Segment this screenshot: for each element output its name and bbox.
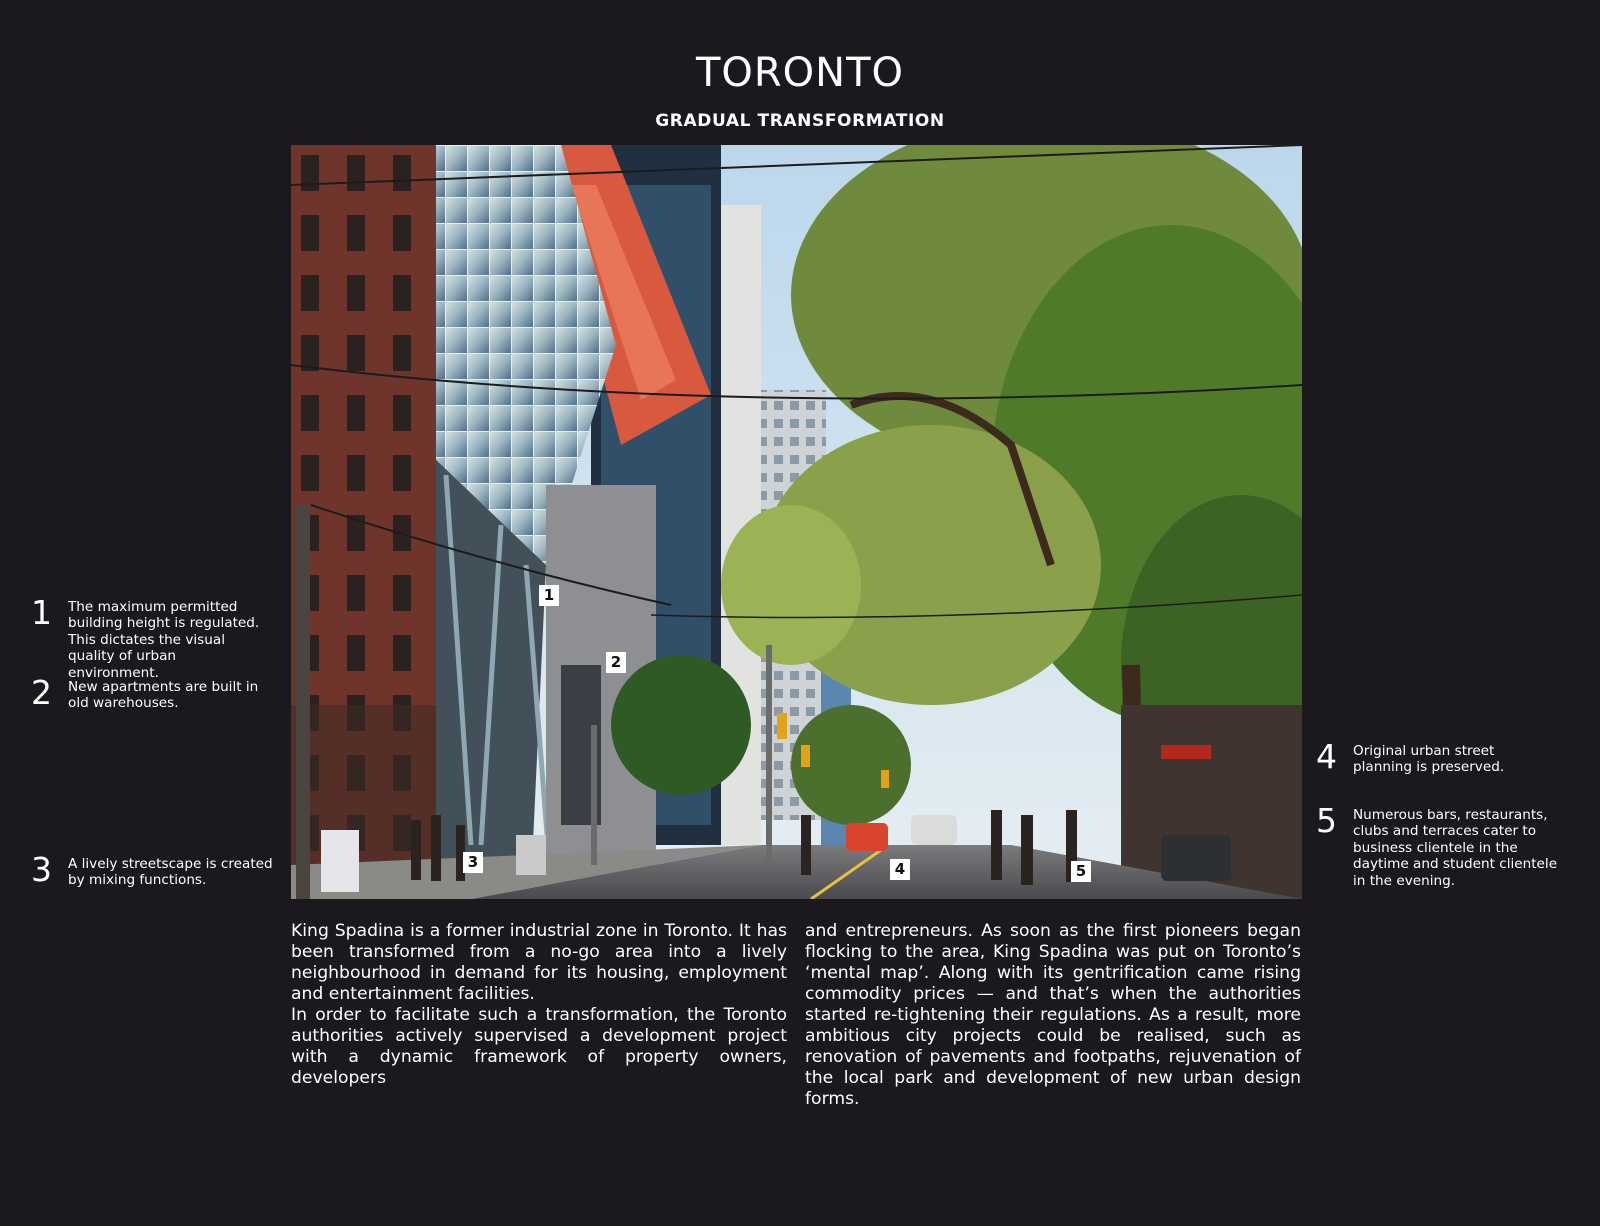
photo-marker-1: 1 (539, 585, 559, 606)
street-photo (291, 145, 1302, 899)
note-number: 3 (31, 850, 52, 889)
note-number: 4 (1316, 737, 1337, 776)
body-paragraph: In order to facilitate such a transformation, the Toronto authorities actively supervised a development project with a dynamic framework of property owners, developers (291, 1005, 787, 1088)
note-text: A lively streetscape is created by mixing functions. (68, 856, 273, 889)
photo-marker-2: 2 (606, 652, 626, 673)
note-text: Numerous bars, restaurants, clubs and terraces cater to business clientele in the daytime and student clientele in the evening. (1353, 807, 1558, 889)
photo-marker-3: 3 (463, 852, 483, 873)
note-text: Original urban street planning is preserved. (1353, 743, 1505, 776)
body-paragraph: King Spadina is a former industrial zone in Toronto. It has been transformed from a no-go area into a lively neighbourhood in demand for its housing, employment and entertainment facilities. (291, 921, 787, 1004)
body-paragraph: and entrepreneurs. As soon as the first pioneers began flocking to the area, King Spadina was put on Toronto’s ‘mental map’. Along with its gentrification came rising commodity prices — and that’s when the authorities started re-tightening their regulations. As a result, more ambitious city projects could be realised, such as renovation of pavements and footpaths, rejuvenation of the local park and development of new urban design forms. (805, 921, 1301, 1109)
body-column-right (805, 921, 1301, 1110)
note-number: 5 (1316, 801, 1337, 840)
note-number: 1 (31, 593, 52, 632)
photo-marker-5: 5 (1071, 861, 1091, 882)
page-title: TORONTO (695, 50, 905, 96)
note-number: 2 (31, 673, 52, 712)
note-text: The maximum permitted building height is regulated. This dictates the visual quality of urban environment. (68, 599, 260, 681)
page-subtitle: GRADUAL TRANSFORMATION (655, 111, 945, 131)
body-column-left (291, 921, 787, 1089)
photo-marker-4: 4 (890, 859, 910, 880)
note-text: New apartments are built in old warehouses. (68, 679, 259, 712)
